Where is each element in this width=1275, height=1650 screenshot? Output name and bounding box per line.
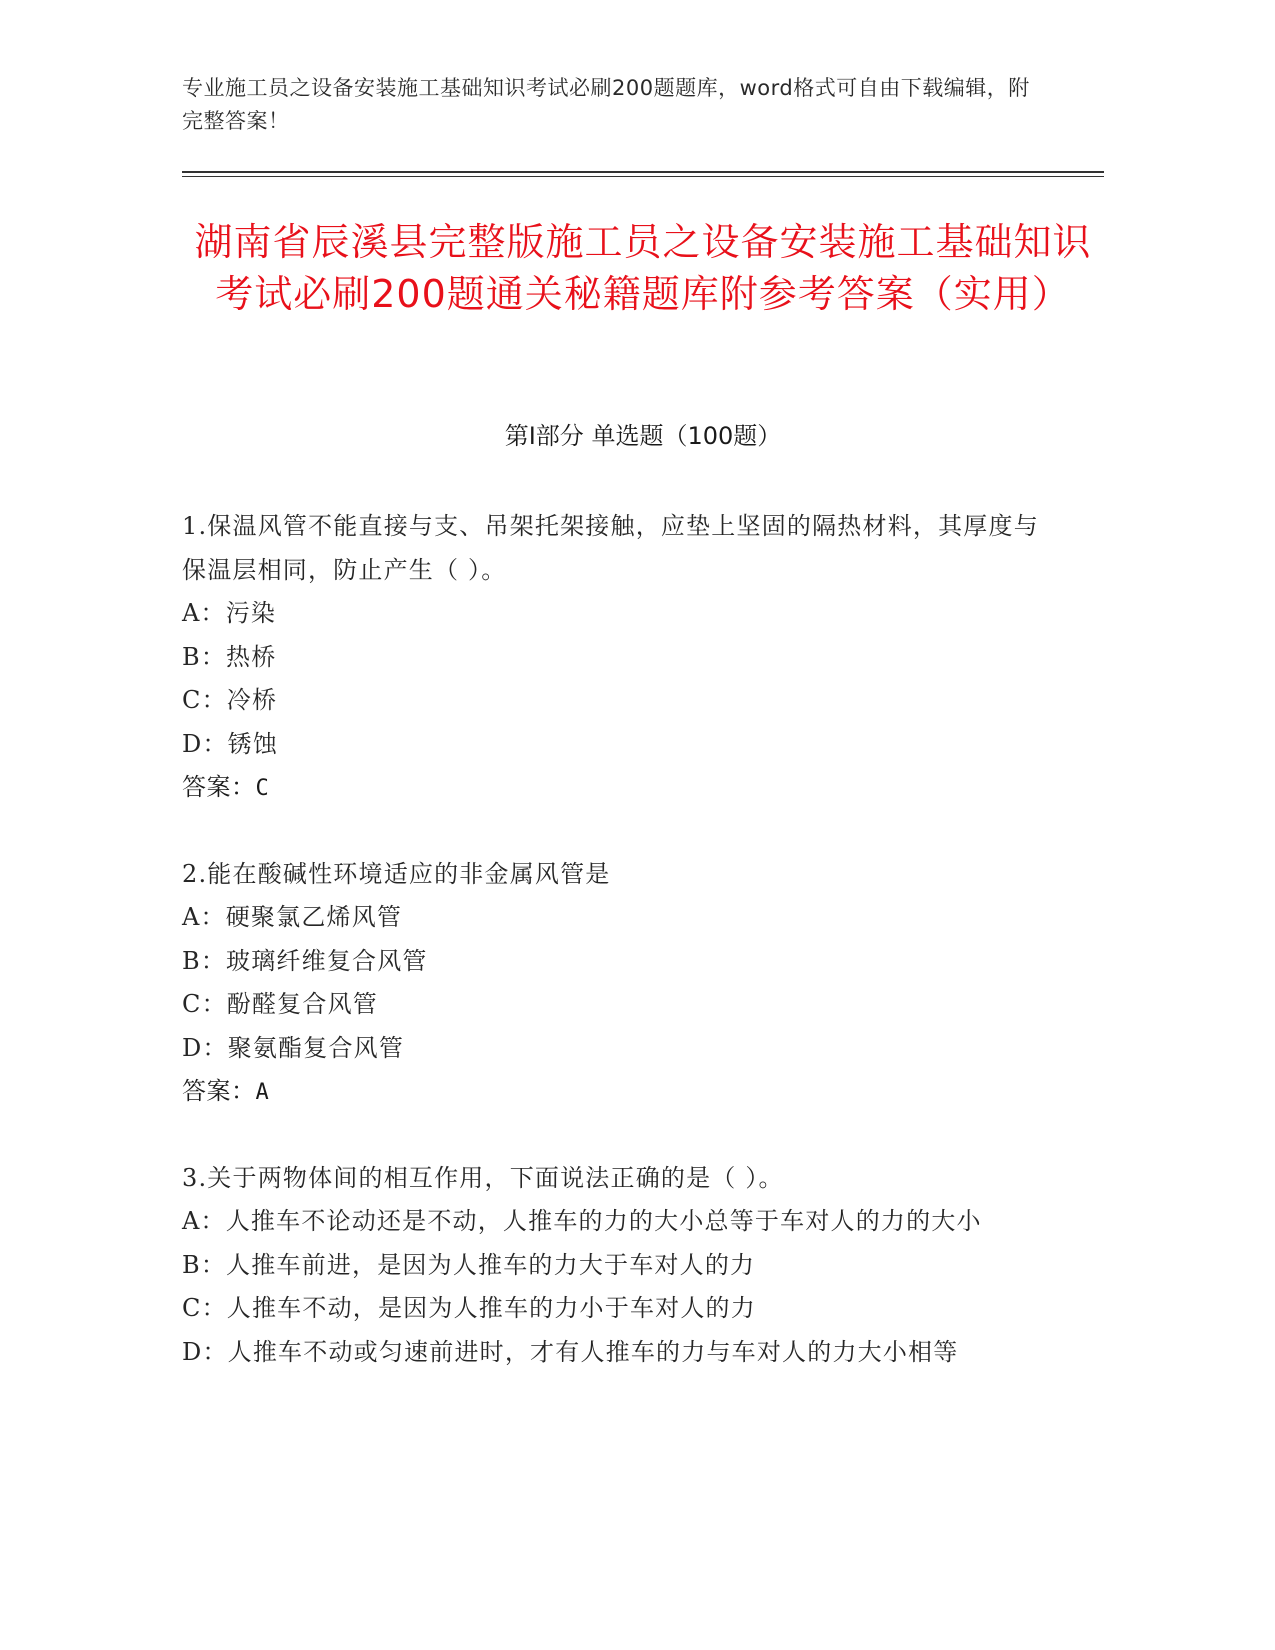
option-b: B：玻璃纤维复合风管 bbox=[182, 946, 428, 975]
option-a: A：硬聚氯乙烯风管 bbox=[182, 903, 403, 931]
header-divider-thin bbox=[182, 176, 1104, 177]
question-stem: 1.保温风管不能直接与支、吊架托架接触，应垫上坚固的隔热材料，其厚度与保温层相同，防止产生（ ）。 bbox=[182, 512, 1039, 584]
header-divider-thick bbox=[182, 171, 1104, 173]
option-a: A：污染 bbox=[182, 599, 277, 627]
option-a: A：人推车不论动还是不动，人推车的力的大小总等于车对人的力的大小 bbox=[182, 1207, 982, 1235]
option-c: C：人推车不动，是因为人推车的力小于车对人的力 bbox=[182, 1294, 756, 1322]
option-d: D：人推车不动或匀速前进时，才有人推车的力与车对人的力大小相等 bbox=[182, 1337, 959, 1366]
question-2 bbox=[182, 853, 1042, 1115]
answer-value: A bbox=[255, 1080, 270, 1105]
answer-line bbox=[182, 1070, 1042, 1115]
option-d: D：聚氨酯复合风管 bbox=[182, 1033, 405, 1062]
option-c: C：冷桥 bbox=[182, 686, 278, 714]
option-b: B：热桥 bbox=[182, 642, 277, 671]
option-b: B：人推车前进，是因为人推车的力大于车对人的力 bbox=[182, 1250, 756, 1279]
option-c: C：酚醛复合风管 bbox=[182, 990, 378, 1018]
question-list bbox=[182, 505, 1042, 1416]
answer-value: C bbox=[255, 776, 270, 801]
question-stem: 3.关于两物体间的相互作用，下面说法正确的是（ ）。 bbox=[182, 1163, 784, 1192]
question-3 bbox=[182, 1157, 1042, 1375]
document-title: 湖南省辰溪县完整版施工员之设备安装施工基础知识考试必刷200题通关秘籍题库附参考答案（实用） bbox=[194, 220, 1092, 316]
option-d: D：锈蚀 bbox=[182, 729, 279, 758]
question-1 bbox=[182, 505, 1042, 811]
answer-label: 答案： bbox=[182, 773, 256, 801]
section-title: 第Ⅰ部分 单选题（100题） bbox=[504, 422, 782, 450]
header-note: 专业施工员之设备安装施工基础知识考试必刷200题题库，word格式可自由下载编辑，附完整答案！ bbox=[182, 76, 1030, 133]
answer-label: 答案： bbox=[182, 1077, 256, 1105]
question-stem: 2.能在酸碱性环境适应的非金属风管是 bbox=[182, 859, 611, 888]
answer-line bbox=[182, 766, 1042, 811]
